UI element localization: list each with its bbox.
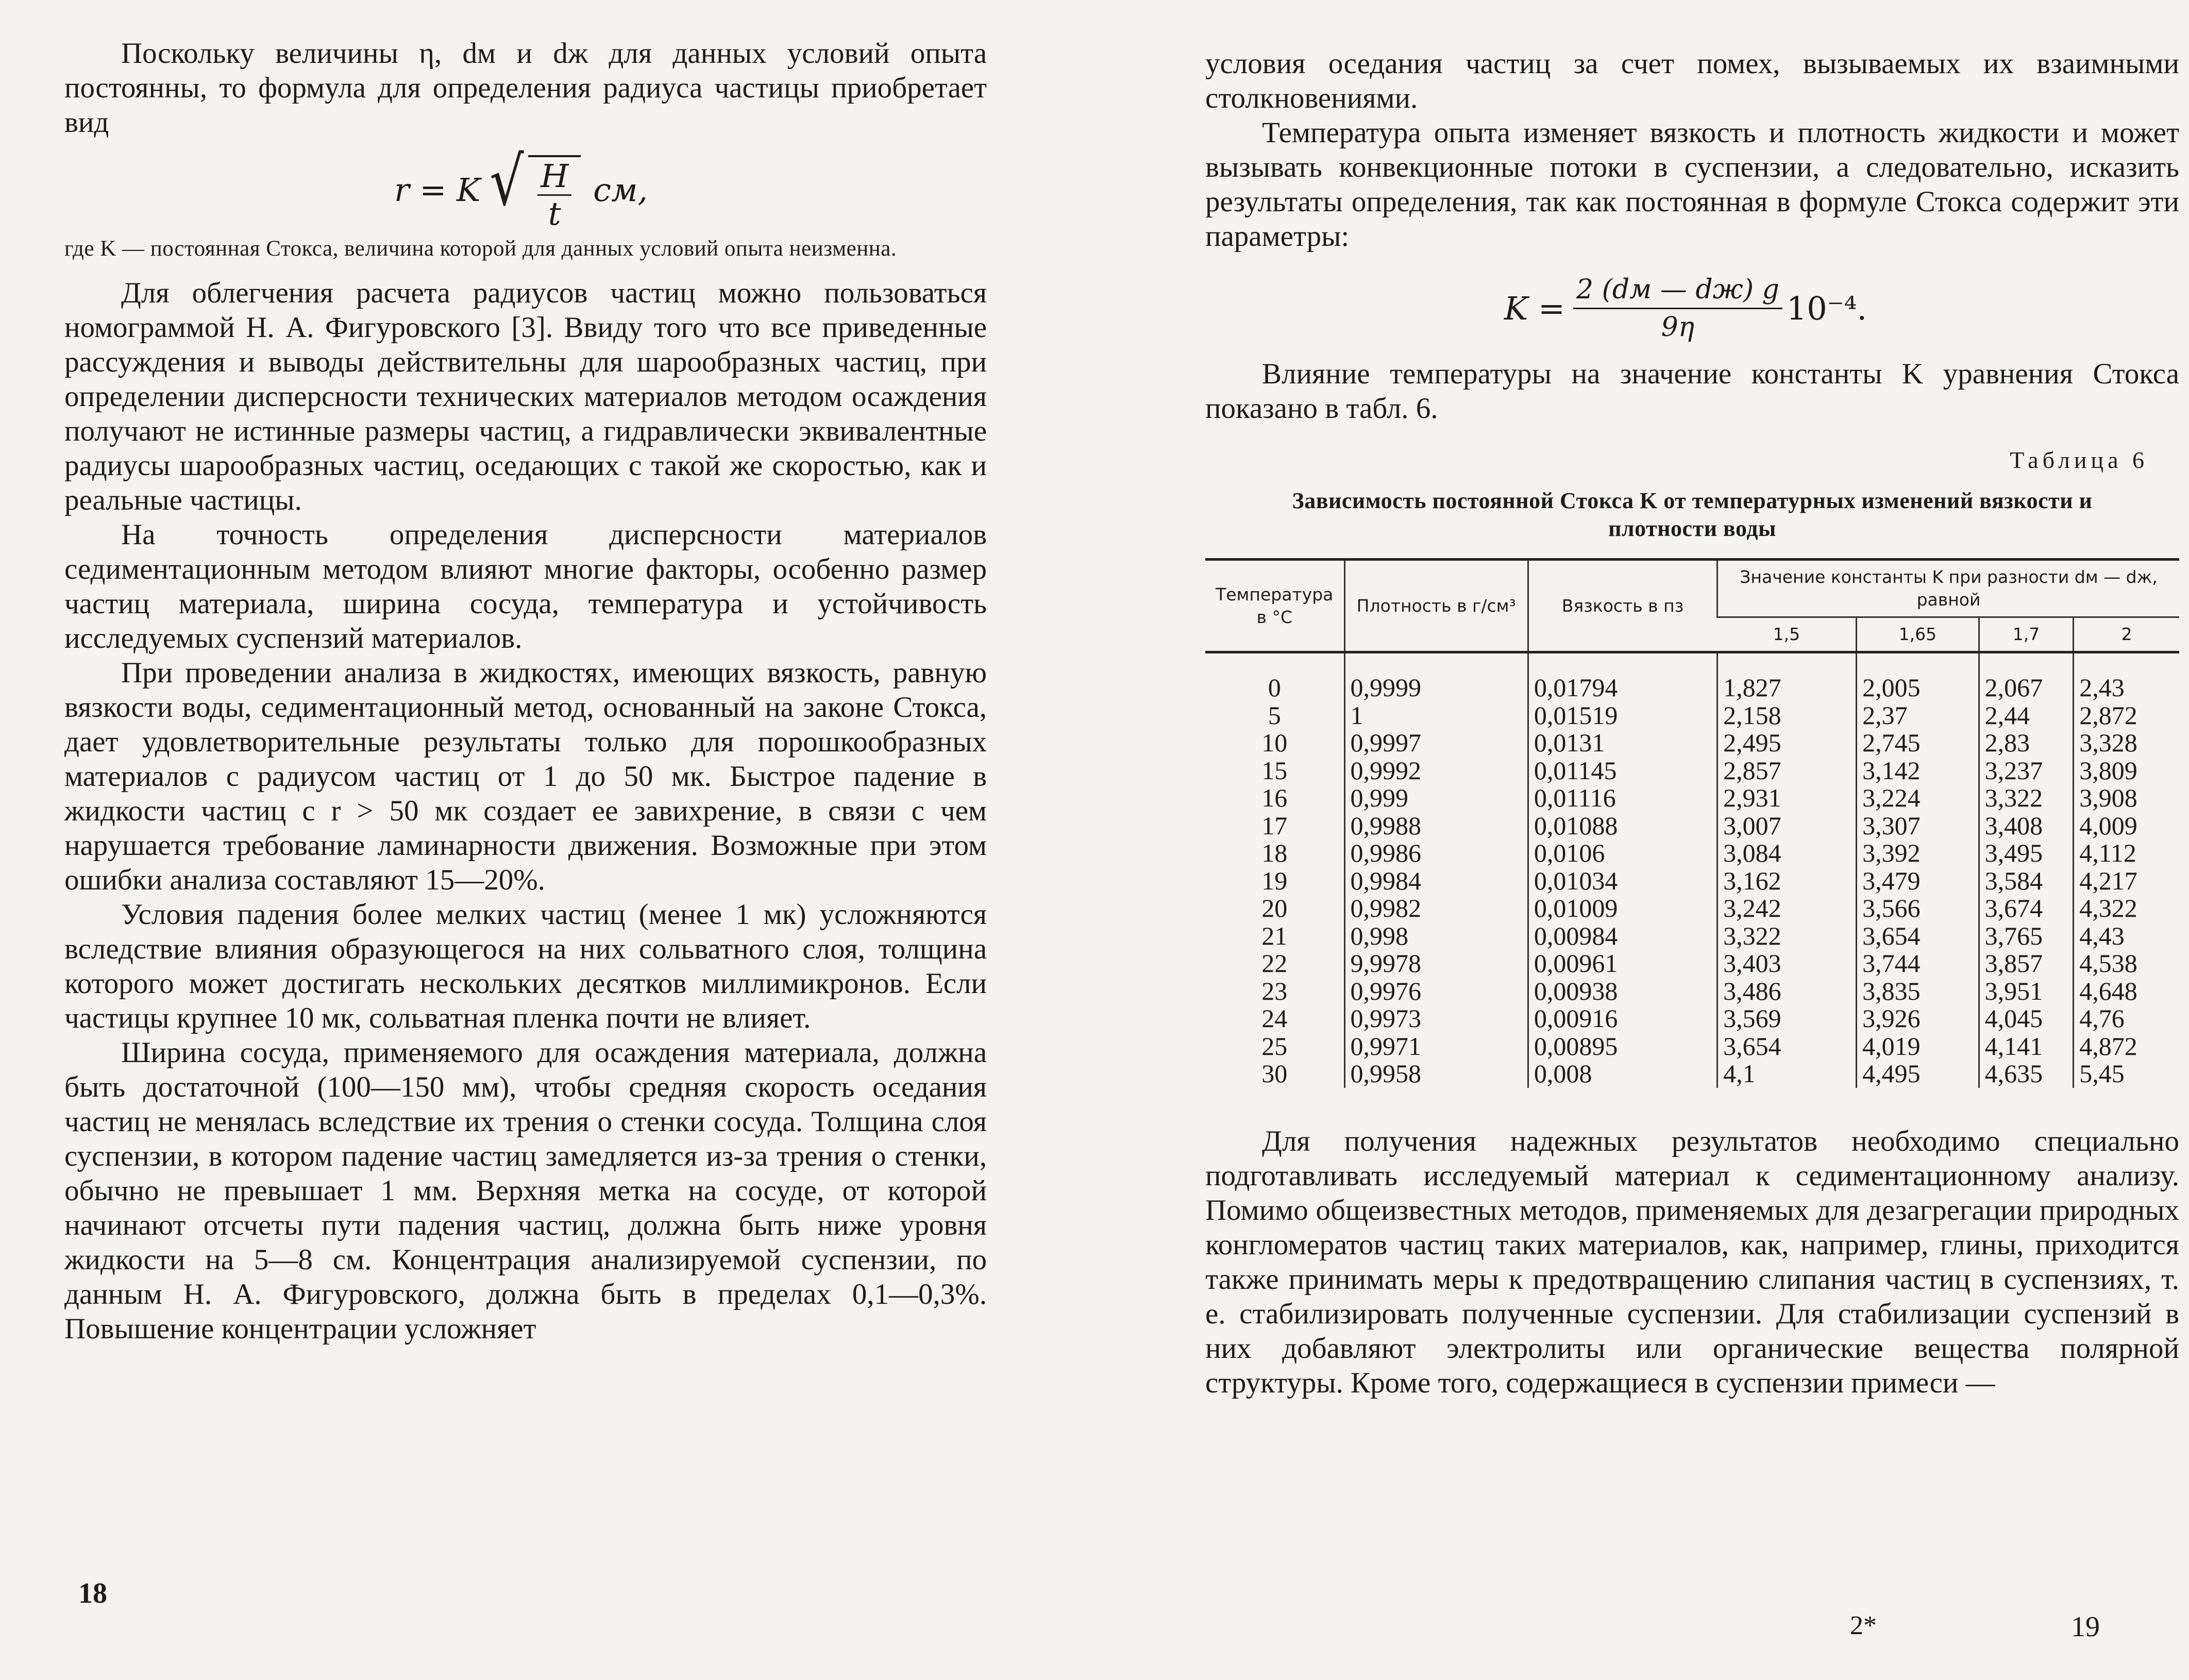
table-row [1205,867,2179,895]
cell-k-1-5: 4,1 [1717,1060,1857,1088]
cell-density: 0,9999 [1344,652,1528,702]
cell-k-2: 4,43 [2074,922,2179,950]
cell-k-1-5: 3,403 [1717,950,1857,978]
cell-temperature: 18 [1261,838,1288,867]
cell-k-1-5: 3,084 [1717,839,1857,867]
cell-k-1-5: 3,569 [1717,1005,1857,1033]
cell-k-1-7: 3,408 [1979,812,2074,840]
cell-k-2: 4,76 [2074,1005,2179,1033]
paragraph-continuation: условия оседания частиц за счет помех, вызываемых их взаимными столкновениями. [1205,47,2179,114]
cell-k-1-7: 2,44 [1979,702,2074,730]
cell-viscosity: 0,00961 [1528,950,1717,978]
cell-k-1-65: 2,37 [1857,702,1979,730]
cell-viscosity: 0,00984 [1528,922,1717,950]
page-number-left: 18 [78,1577,107,1609]
cell-viscosity: 0,01794 [1528,652,1717,702]
formula-unit: см, [593,171,648,209]
stokes-note: где K — постоянная Стокса, величина которой для данных условий опыта неизменна. [64,237,897,261]
paragraph-4: Условия падения более мелких частиц (менее 1 мк) усложняются вследствие влияния образующегося на них сольватного слоя, толщина которого может достигать нескольких десятков миллимикронов. Если частицы крупнее 10 мк, сольватная пленка почти не влияет. [64,898,987,1034]
cell-k-1-65: 3,654 [1857,922,1979,950]
cell-k-1-5: 1,827 [1717,652,1857,702]
header-density: Плотность в г/см³ [1344,560,1528,652]
cell-k-1-7: 3,951 [1979,978,2074,1005]
cell-density: 0,9992 [1344,757,1528,785]
cell-viscosity: 0,00895 [1528,1033,1717,1061]
cell-temperature: 23 [1261,976,1288,1005]
cell-temperature: 15 [1261,755,1288,785]
paragraph-temperature: Температура опыта изменяет вязкость и плотность жидкости и может вызывать конвекционные потоки в суспензии, а следовательно, исказить результаты определения, так как постоянная в формуле Стокса содержит эти параметры: [1205,116,2179,253]
table-row [1205,784,2179,812]
paragraph-3: При проведении анализа в жидкостях, имеющих вязкость, равную вязкости воды, седиментационный метод, основанный на законе Стокса, дает удовлетворительные результаты только для порошкообразных материалов с радиусом частиц от 1 до 50 мк. Быстрое падение в жидкости частиц с r > 50 мк создает ее завихрение, в связи с чем нарушается требование ламинарности движения. Возможные при этом ошибки анализа составляют 15—20%. [64,657,987,896]
cell-temperature: 20 [1261,894,1288,922]
table-row [1205,652,2179,702]
cell-k-1-65: 3,566 [1857,895,1979,922]
stokes-formula-lhs: K = [1504,289,1565,327]
cell-density: 9,9978 [1344,950,1528,978]
cell-k-1-7: 3,765 [1979,922,2074,950]
paragraph-5: Ширина сосуда, применяемого для осаждения материала, должна быть достаточной (100—150 мм), чтобы средняя скорость оседания частиц не менялась вследствие их трения о стенки сосуда. Толщина слоя суспензии, в котором падение частиц замедляется из-за трения о стенки, обычно не превышает 1 мм. Верхняя метка на сосуде, от которой начинают отсчеты пути падения частиц, должна быть ниже уровня жидкости на 5—8 см. Концентрация анализируемой суспензии, по данным Н. А. Фигуровского, должна быть в пределах 0,1—0,3%. Повышение концентрации усложняет [64,1036,987,1345]
cell-k-1-65: 2,745 [1857,729,1979,757]
cell-density: 1 [1344,702,1528,730]
left-text-column [64,36,987,1346]
paragraph-influence: Влияние температуры на значение константы K уравнения Стокса показано в табл. 6. [1205,358,2179,425]
cell-k-1-65: 4,495 [1857,1060,1979,1088]
sqrt-expression [485,142,581,232]
cell-temperature: 17 [1261,811,1288,840]
table-caption: Таблица 6 [2010,447,2148,473]
cell-density: 0,998 [1344,922,1528,950]
cell-k-1-5: 3,242 [1717,895,1857,922]
paragraph-2: На точность определения дисперсности материалов седиментационным методом влияют многие факторы, особенно размер частиц материала, ширина сосуда, температура и устойчивость исследуемых суспензий материалов. [64,518,987,654]
cell-k-1-5: 3,654 [1717,1033,1857,1061]
table-row [1205,895,2179,922]
cell-temperature: 16 [1261,783,1288,812]
cell-k-2: 4,648 [2074,978,2179,1005]
table-row [1205,922,2179,950]
table-row [1205,1005,2179,1033]
cell-k-1-65: 3,224 [1857,784,1979,812]
cell-density: 0,9997 [1344,729,1528,757]
cell-k-2: 4,538 [2074,950,2179,978]
cell-temperature: 30 [1261,1059,1288,1088]
paragraph-1: Для облегчения расчета радиусов частиц можно пользоваться номограммой Н. А. Фигуровского [3]. Ввиду того что все приведенные рассуждения и выводы действительны для шарообразных частиц, при определении дисперсности технических материалов методом осаждения получают не истинные размеры частиц, а гидравлически эквивалентные радиусы шарообразных частиц, оседающих с такой же скоростью, как и реальные частицы. [64,277,987,516]
fraction-h-over-t [537,158,571,232]
cell-density: 0,9988 [1344,812,1528,840]
formula-lhs: r = K [394,171,481,209]
cell-density: 0,9973 [1344,1005,1528,1033]
cell-temperature: 19 [1261,866,1288,895]
cell-k-1-65: 3,744 [1857,950,1979,978]
cell-k-2: 4,322 [2074,895,2179,922]
cell-viscosity: 0,008 [1528,1060,1717,1088]
cell-k-2: 4,112 [2074,839,2179,867]
intro-paragraph: Поскольку величины η, dм и dж для данных условий опыта постоянны, то формула для определения радиуса частицы приобретает вид [64,37,987,139]
cell-temperature: 10 [1261,728,1288,757]
stokes-factor: 10⁻⁴. [1786,289,1867,327]
header-k-2: 2 [2074,617,2179,652]
table-row [1205,702,2179,730]
cell-viscosity: 0,01116 [1528,784,1717,812]
signature-mark: 2* [1850,1611,1877,1640]
right-page [1094,0,2189,1680]
cell-temperature: 5 [1268,700,1281,730]
cell-density: 0,9984 [1344,867,1528,895]
cell-k-1-7: 4,045 [1979,1005,2074,1033]
cell-k-1-5: 3,486 [1717,978,1857,1005]
cell-density: 0,9976 [1344,978,1528,1005]
cell-temperature: 25 [1261,1031,1288,1061]
header-k-1-7: 1,7 [1979,617,2074,652]
stokes-fraction [1573,272,1782,345]
cell-k-2: 2,43 [2074,652,2179,702]
cell-k-1-5: 3,162 [1717,867,1857,895]
cell-viscosity: 0,01034 [1528,867,1717,895]
cell-density: 0,9986 [1344,839,1528,867]
cell-k-1-65: 3,392 [1857,839,1979,867]
stokes-formula [1504,267,2179,349]
cell-k-2: 3,328 [2074,729,2179,757]
cell-k-1-65: 3,142 [1857,757,1979,785]
header-temperature: Температура в °C [1205,560,1344,652]
cell-k-2: 4,217 [2074,867,2179,895]
cell-k-1-7: 4,141 [1979,1033,2074,1061]
cell-density: 0,9958 [1344,1060,1528,1088]
cell-density: 0,9982 [1344,895,1528,922]
cell-viscosity: 0,0106 [1528,839,1717,867]
cell-k-2: 3,809 [2074,757,2179,785]
cell-k-1-65: 3,926 [1857,1005,1979,1033]
cell-k-1-65: 2,005 [1857,652,1979,702]
header-k-1-65: 1,65 [1857,617,1979,652]
header-viscosity: Вязкость в пз [1528,560,1717,652]
cell-temperature: 21 [1261,921,1288,950]
fraction-numerator: H [537,158,571,196]
cell-k-1-7: 2,067 [1979,652,2074,702]
header-k-1-5: 1,5 [1717,617,1857,652]
cell-temperature: 22 [1261,949,1288,978]
cell-k-1-65: 3,307 [1857,812,1979,840]
cell-k-1-7: 3,674 [1979,895,2074,922]
cell-k-2: 5,45 [2074,1060,2179,1088]
stokes-numerator: 2 (dм — dж) g [1573,272,1782,309]
sqrt-icon: √ [490,142,524,221]
cell-k-1-7: 3,584 [1979,867,2074,895]
cell-k-1-7: 3,322 [1979,784,2074,812]
cell-k-1-7: 2,83 [1979,729,2074,757]
cell-density: 0,999 [1344,784,1528,812]
cell-k-1-5: 2,931 [1717,784,1857,812]
stokes-constant-table [1205,558,2179,1088]
cell-viscosity: 0,00938 [1528,978,1717,1005]
right-text-column [1205,46,2179,1400]
cell-k-2: 2,872 [2074,702,2179,730]
cell-viscosity: 0,0131 [1528,729,1717,757]
cell-k-1-7: 3,857 [1979,950,2074,978]
cell-k-1-5: 2,158 [1717,702,1857,730]
radius-formula [394,142,987,232]
cell-viscosity: 0,01145 [1528,757,1717,785]
stokes-denominator: 9η [1661,311,1695,343]
cell-viscosity: 0,01088 [1528,812,1717,840]
table-row [1205,757,2179,785]
cell-k-2: 4,009 [2074,812,2179,840]
paragraph-preparation: Для получения надежных результатов необходимо специально подготавливать исследуемый материал к седиментационному анализу. Помимо общеизвестных методов, применяемых для дезагрегации природных конгломератов частиц таких материалов, как, например, глины, приходится также принимать меры к предотвращению слипания частиц в суспензиях, т. е. стабилизировать полученные суспензии. Для стабилизации суспензий в них добавляют электролиты или органические вещества полярной структуры. Кроме того, содержащиеся в суспензии примеси — [1205,1124,2179,1399]
table-row [1205,1033,2179,1061]
table-row [1205,839,2179,867]
cell-k-1-5: 3,007 [1717,812,1857,840]
table-row [1205,978,2179,1005]
table-title: Зависимость постоянной Стокса K от температурных изменений вязкости и плотности воды [1292,488,2093,541]
cell-k-1-5: 3,322 [1717,922,1857,950]
page-number-right: 19 [2071,1611,2100,1643]
cell-k-1-7: 3,237 [1979,757,2074,785]
cell-temperature: 0 [1268,673,1281,702]
cell-k-1-65: 3,835 [1857,978,1979,1005]
cell-temperature: 24 [1261,1004,1288,1033]
cell-k-2: 3,908 [2074,784,2179,812]
cell-k-1-7: 3,495 [1979,839,2074,867]
table-row [1205,950,2179,978]
fraction-denominator: t [548,194,561,232]
cell-k-1-5: 2,495 [1717,729,1857,757]
left-page [0,0,1094,1680]
cell-density: 0,9971 [1344,1033,1528,1061]
table-row [1205,1060,2179,1088]
cell-k-1-65: 3,479 [1857,867,1979,895]
cell-k-1-65: 4,019 [1857,1033,1979,1061]
cell-k-1-7: 4,635 [1979,1060,2074,1088]
cell-viscosity: 0,01009 [1528,895,1717,922]
header-k-group: Значение константы K при разности dм — dж, равной [1717,560,2179,617]
cell-k-2: 4,872 [2074,1033,2179,1061]
cell-viscosity: 0,00916 [1528,1005,1717,1033]
cell-k-1-5: 2,857 [1717,757,1857,785]
cell-viscosity: 0,01519 [1528,702,1717,730]
table-body [1205,652,2179,1088]
table-row [1205,729,2179,757]
table-row [1205,812,2179,840]
